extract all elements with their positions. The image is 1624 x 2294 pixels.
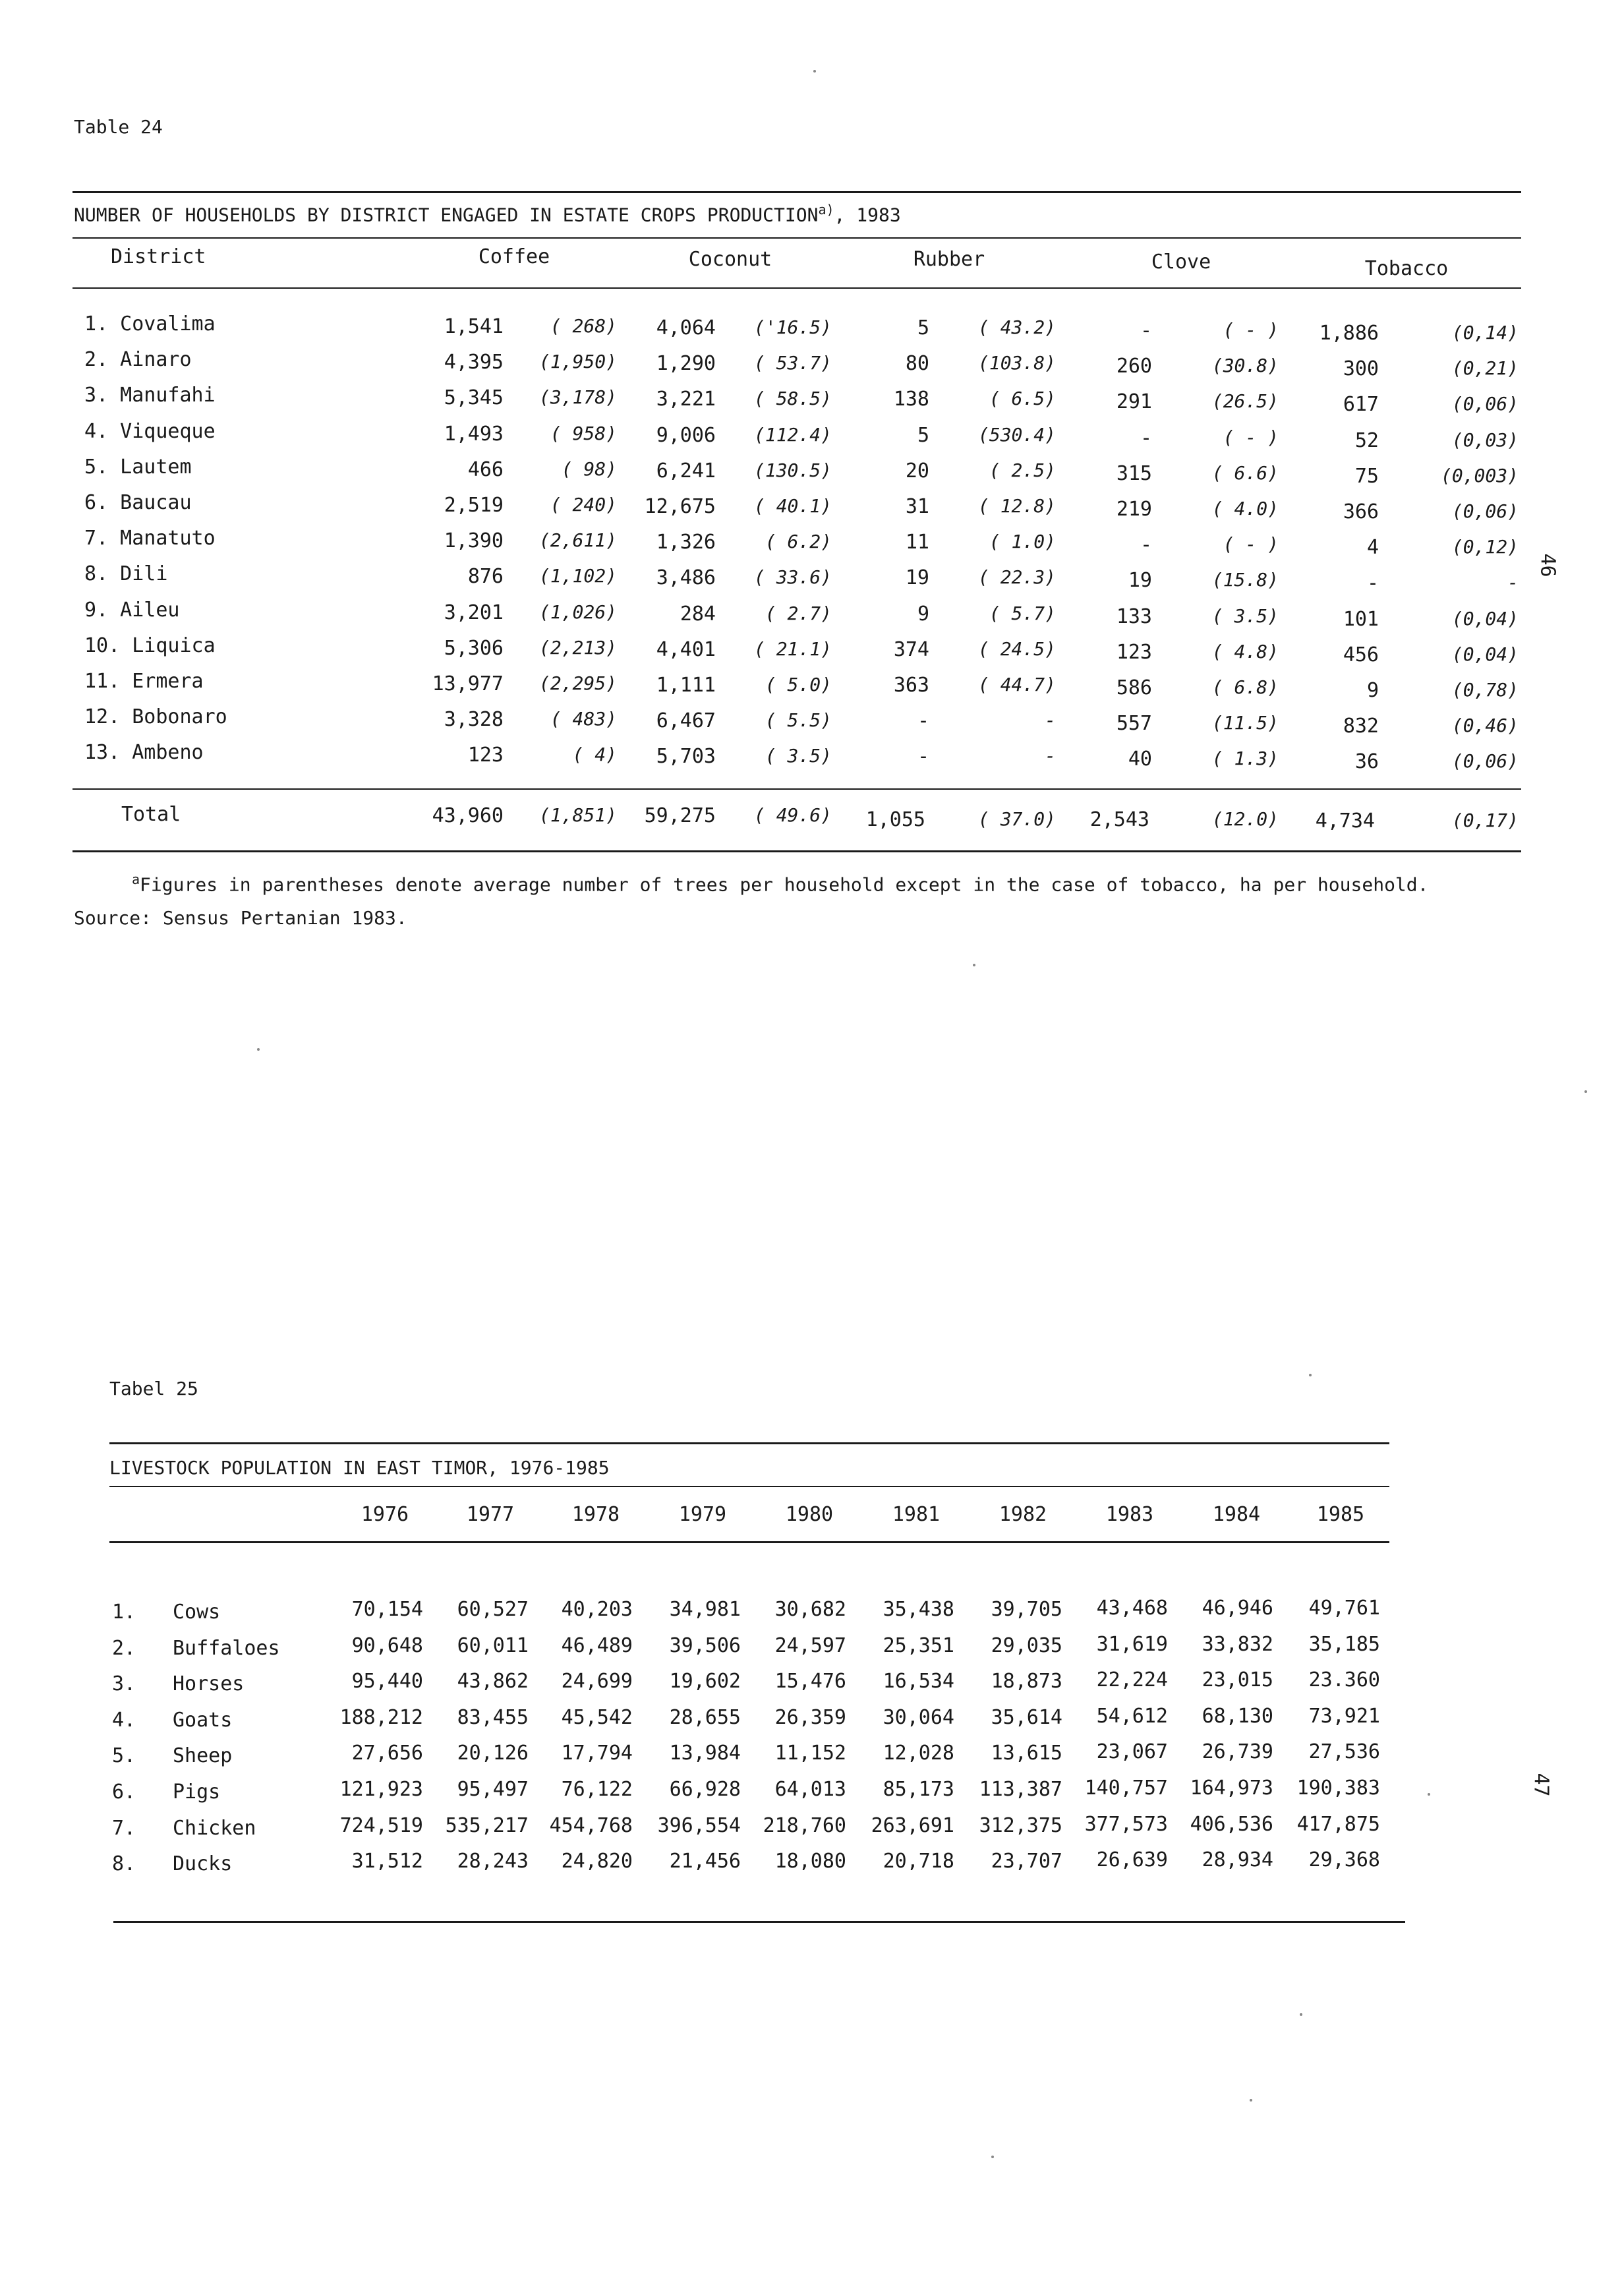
table25-cell-value: 417,875 (1296, 1812, 1380, 1836)
table24-cell-avg: (2,295) (538, 672, 617, 694)
table25-row-index: 5. (112, 1744, 136, 1768)
table24-cell-avg: ( 44.7) (977, 674, 1056, 695)
table24-cell-avg: ( 24.5) (977, 637, 1056, 660)
page-number-46: 46 (1536, 553, 1559, 577)
table24-cell-avg: ( 5.0) (765, 674, 832, 695)
table24-cell-avg: - (1045, 709, 1056, 732)
table24-cell-count: 80 (905, 352, 929, 376)
table24-cell-avg: - (1045, 745, 1056, 767)
table24-cell-avg: ( - ) (1223, 319, 1279, 341)
table25-cell-value: 190,383 (1296, 1777, 1380, 1800)
table24-cell-avg: (0,06) (1451, 750, 1519, 773)
table24-cell-avg: (26.5) (1211, 390, 1279, 413)
table25-cell-value: 34,981 (669, 1598, 741, 1621)
table24-cell-count: 1,326 (656, 531, 716, 554)
table25-cell-value: 54,612 (1096, 1704, 1168, 1728)
table25-cell-value: 43,862 (457, 1670, 529, 1693)
table24-row-district: 9. Aileu (84, 598, 180, 622)
table25-cell-value: 28,934 (1202, 1848, 1273, 1872)
table25-cell-value: 28,655 (669, 1705, 741, 1729)
table24-cell-avg: ( 240) (550, 494, 617, 515)
table25-cell-value: 15,476 (774, 1670, 846, 1693)
table24-title-year: , 1983 (834, 204, 901, 226)
table24-cell-avg: ( 268) (550, 315, 617, 337)
table24-row-district: 5. Lautem (84, 455, 192, 479)
table25-header-year: 1981 (892, 1503, 941, 1526)
table24-cell-avg: ( 58.5) (753, 388, 832, 410)
table25-cell-value: 535,217 (445, 1813, 529, 1837)
table24-cell-avg: ( 2.5) (989, 459, 1056, 481)
table25-cell-value: 27,656 (351, 1742, 423, 1765)
table25-cell-value: 20,718 (883, 1850, 954, 1873)
table25-cell-value: 218,760 (763, 1813, 846, 1837)
table24-cell-avg: - (1507, 572, 1519, 594)
page-number-47: 47 (1529, 1773, 1553, 1797)
scan-speck (991, 2156, 994, 2158)
scan-speck (1428, 1793, 1430, 1796)
table24-cell-avg: ( 5.5) (765, 709, 832, 732)
table25-cell-value: 26,639 (1096, 1848, 1168, 1872)
table24-cell-avg: ( 1.3) (1211, 748, 1279, 770)
table24-cell-avg: ('16.5) (753, 316, 832, 338)
table25-header-year: 1978 (571, 1503, 620, 1526)
table24-source: Source: Sensus Pertanian 1983. (74, 907, 407, 929)
table25-row-animal: Sheep (173, 1744, 233, 1768)
table24-cell-count: 4,395 (444, 351, 504, 374)
table24-cell-count: 20 (905, 459, 929, 483)
table24-cell-count: 1,290 (656, 352, 716, 376)
table25-cell-value: 11,152 (774, 1742, 846, 1765)
table25-cell-value: 45,542 (561, 1705, 633, 1729)
table24-cell-count: 260 (1116, 355, 1152, 378)
table24-cell-avg: (530.4) (977, 423, 1056, 446)
table25-cell-value: 22,224 (1096, 1668, 1168, 1692)
table24-cell-count: 3,486 (656, 566, 716, 590)
table24-rule-header (72, 287, 1521, 289)
table24-cell-avg: ( 483) (550, 708, 617, 730)
table24-total-label: Total (121, 803, 181, 826)
table24-cell-count: 1,390 (444, 529, 504, 553)
table24-cell-avg: (2,611) (538, 529, 617, 552)
table24-cell-count: 36 (1354, 750, 1379, 774)
table24-title-text: NUMBER OF HOUSEHOLDS BY DISTRICT ENGAGED IN ESTATE CROPS PRODUCTION (74, 204, 819, 226)
table24-cell-count: - (1366, 572, 1379, 595)
table25-cell-value: 28,243 (457, 1850, 529, 1873)
table25-cell-value: 46,946 (1202, 1597, 1273, 1620)
table25-row-animal: Buffaloes (173, 1636, 280, 1660)
table25-cell-value: 30,064 (883, 1705, 954, 1729)
table24-cell-avg: ( - ) (1223, 426, 1279, 448)
table25-row-index: 4. (112, 1708, 136, 1732)
table25-header-year: 1983 (1105, 1503, 1154, 1526)
table24-cell-avg: (2,213) (538, 636, 617, 659)
table24-row-district: 8. Dili (84, 562, 168, 586)
table24-cell-count: 456 (1343, 643, 1379, 666)
table24-cell-count: 101 (1343, 607, 1379, 631)
table24-cell-avg: (1,102) (538, 565, 617, 587)
table24-cell-avg: (0,14) (1451, 322, 1519, 343)
table24-cell-avg: (0,21) (1451, 357, 1519, 380)
table24-cell-count: - (917, 745, 929, 769)
table24-total-count: 4,734 (1315, 809, 1375, 833)
table24-cell-count: 3,328 (444, 708, 504, 732)
table25-cell-value: 19,602 (669, 1670, 741, 1693)
table24-cell-avg: ( 53.7) (753, 352, 832, 374)
table25-header-year: 1982 (999, 1503, 1047, 1526)
table24-cell-count: 617 (1343, 393, 1379, 417)
table24-cell-avg: (0,12) (1451, 536, 1519, 558)
table24-header-district: District (111, 245, 206, 268)
table25-cell-value: 18,873 (991, 1670, 1062, 1693)
table24-cell-count: 300 (1343, 357, 1379, 381)
scan-speck (257, 1048, 260, 1051)
table24-total-count: 2,543 (1089, 808, 1149, 831)
table24-row-district: 2. Ainaro (84, 348, 192, 372)
table24-total-count: 43,960 (432, 804, 504, 827)
table25-cell-value: 113,387 (979, 1778, 1062, 1801)
table25-cell-value: 21,456 (669, 1850, 741, 1873)
table24-cell-count: - (917, 709, 929, 733)
table25-cell-value: 17,794 (561, 1742, 633, 1765)
table24-rule-bottom (72, 850, 1521, 852)
table25-row-animal: Chicken (173, 1816, 256, 1840)
table24-cell-count: 9 (917, 602, 929, 626)
table24-total-count: 1,055 (865, 808, 925, 831)
table24-footnote-mark: a (132, 871, 140, 887)
table24-cell-count: 19 (905, 566, 929, 590)
table25-cell-value: 95,497 (457, 1778, 529, 1801)
table24-header-tobacco: Tobacco (1364, 257, 1449, 280)
table25-cell-value: 263,691 (871, 1813, 954, 1837)
table25-cell-value: 25,351 (883, 1633, 954, 1657)
table24-cell-avg: ( 5.7) (989, 602, 1056, 624)
table25-cell-value: 13,615 (991, 1742, 1062, 1765)
table24-total-avg: ( 49.6) (753, 804, 832, 826)
table25-cell-value: 85,173 (883, 1778, 954, 1801)
table24-cell-avg: (130.5) (753, 459, 832, 481)
table24-cell-avg: ( 43.2) (977, 316, 1056, 338)
table24-cell-count: 123 (467, 744, 504, 767)
table25-row-index: 8. (112, 1852, 136, 1876)
table24-cell-avg: (103.8) (977, 352, 1056, 374)
table25-cell-value: 95,440 (351, 1670, 423, 1693)
table24-header-coffee: Coffee (478, 245, 550, 268)
table25-cell-value: 26,739 (1202, 1740, 1273, 1764)
scan-speck (1300, 2013, 1302, 2016)
table24-rule-total-top (72, 788, 1521, 790)
table25-rule-title (109, 1486, 1389, 1487)
table25-cell-value: 164,973 (1190, 1777, 1273, 1800)
table24-cell-count: 1,886 (1319, 322, 1379, 345)
table24-row-district: 13. Ambeno (84, 741, 204, 765)
table25-rule-header (109, 1541, 1389, 1543)
table24-cell-count: - (1140, 319, 1152, 342)
table24-rule-top (72, 191, 1521, 193)
table25-row-animal: Goats (173, 1708, 233, 1732)
scan-speck (1584, 1090, 1587, 1093)
table25-header-year: 1985 (1316, 1503, 1365, 1526)
table24-cell-avg: (15.8) (1211, 569, 1279, 591)
table25-cell-value: 406,536 (1190, 1812, 1273, 1836)
table25-cell-value: 24,699 (561, 1670, 633, 1693)
table24-cell-avg: (0,06) (1451, 393, 1519, 415)
table25-cell-value: 43,468 (1096, 1597, 1168, 1620)
table25-cell-value: 39,705 (991, 1598, 1062, 1621)
table24-cell-count: 3,201 (444, 601, 504, 624)
table24-total-avg: (1,851) (538, 804, 617, 826)
table24-cell-count: 52 (1354, 428, 1379, 452)
table24-footnote-text: Figures in parentheses denote average number of trees per household except in the case of tobacco, ha per household. (140, 873, 1429, 896)
table25-cell-value: 49,761 (1308, 1597, 1380, 1620)
table24-cell-count: 284 (680, 602, 716, 626)
table25-row-index: 7. (112, 1816, 136, 1840)
table25-cell-value: 60,011 (457, 1633, 529, 1657)
table25-cell-value: 23,067 (1096, 1740, 1168, 1764)
table25-cell-value: 90,648 (351, 1633, 423, 1657)
table24-header-rubber: Rubber (913, 248, 985, 271)
table24-cell-count: 3,221 (656, 388, 716, 411)
table25-cell-value: 312,375 (979, 1813, 1062, 1837)
table25-cell-value: 46,489 (561, 1633, 633, 1657)
table24-rule-title (72, 237, 1521, 239)
table24-cell-avg: ( 4.0) (1211, 498, 1279, 519)
table25-row-index: 3. (112, 1672, 136, 1696)
table25-cell-value: 27,536 (1308, 1740, 1380, 1764)
table24-cell-count: 4 (1366, 536, 1379, 560)
table24-cell-count: 832 (1343, 715, 1379, 738)
table24-cell-count: 6,241 (656, 459, 716, 483)
table25-cell-value: 23,015 (1202, 1668, 1273, 1692)
table24-cell-avg: ( 958) (550, 422, 617, 444)
table25-cell-value: 33,832 (1202, 1632, 1273, 1656)
scan-speck (1250, 2099, 1252, 2102)
table24-cell-count: 5,703 (656, 745, 716, 769)
table24-row-district: 3. Manufahi (84, 384, 216, 407)
table24-cell-avg: (0,06) (1451, 500, 1519, 522)
table24-cell-count: 6,467 (656, 709, 716, 733)
table24-cell-avg: ( - ) (1223, 533, 1279, 556)
table24-cell-count: 315 (1116, 461, 1152, 485)
table24-cell-count: 5 (917, 423, 929, 447)
table24-cell-avg: ( 6.6) (1211, 461, 1279, 484)
table25-cell-value: 13,984 (669, 1742, 741, 1765)
table24-cell-avg: (0,003) (1440, 464, 1519, 486)
table25-cell-value: 31,619 (1096, 1632, 1168, 1656)
table24-cell-avg: ( 33.6) (753, 566, 832, 589)
scan-speck (973, 964, 975, 966)
table25-header-year: 1979 (678, 1503, 727, 1526)
table24-cell-avg: ( 6.2) (765, 531, 832, 553)
table24-cell-count: 876 (467, 565, 504, 589)
table25-cell-value: 35,438 (883, 1598, 954, 1621)
table24-cell-avg: (1,950) (538, 351, 617, 373)
table24-cell-count: 13,977 (432, 672, 504, 695)
table24-cell-avg: ( 4) (572, 744, 617, 766)
table24-cell-avg: ( 21.1) (753, 637, 832, 660)
table25-cell-value: 454,768 (549, 1813, 633, 1837)
table24-cell-count: - (1140, 533, 1152, 557)
table24-header-clove: Clove (1151, 250, 1211, 274)
table24-cell-count: 138 (893, 388, 929, 411)
table24-cell-count: 11 (905, 531, 929, 554)
table24-cell-count: 557 (1116, 712, 1152, 736)
table25-cell-value: 16,534 (883, 1670, 954, 1693)
table24-cell-count: 9 (1366, 679, 1379, 702)
table24-cell-avg: ( 3.5) (765, 745, 832, 767)
table24-row-district: 10. Liquica (84, 633, 216, 657)
table24-cell-count: 291 (1116, 390, 1152, 414)
table25-cell-value: 70,154 (351, 1598, 423, 1621)
table25-cell-value: 30,682 (774, 1598, 846, 1621)
table24-cell-count: 2,519 (444, 494, 504, 517)
table25-cell-value: 396,554 (657, 1813, 741, 1837)
table24-cell-avg: ( 12.8) (977, 495, 1056, 517)
table25-cell-value: 188,212 (339, 1705, 423, 1729)
table24-cell-count: 586 (1116, 676, 1152, 699)
table25-cell-value: 35,185 (1308, 1632, 1380, 1656)
table25-header-year: 1984 (1212, 1503, 1261, 1526)
table24-cell-avg: (0,04) (1451, 643, 1519, 665)
table25-cell-value: 39,506 (669, 1633, 741, 1657)
table24-cell-count: 366 (1343, 500, 1379, 523)
table25-title: LIVESTOCK POPULATION IN EAST TIMOR, 1976-1985 (109, 1457, 610, 1479)
table25-header-year: 1980 (785, 1503, 834, 1526)
table24-total-avg: (12.0) (1211, 808, 1279, 830)
table24-row-district: 4. Viqueque (84, 419, 216, 443)
table24-row-district: 6. Baucau (84, 491, 192, 514)
table25-cell-value: 35,614 (991, 1705, 1062, 1729)
table24-cell-count: 4,401 (656, 637, 716, 661)
table25-cell-value: 40,203 (561, 1598, 633, 1621)
table24-cell-count: 374 (893, 637, 929, 661)
table24-cell-avg: ( 2.7) (765, 602, 832, 624)
table24-cell-count: 9,006 (656, 423, 716, 447)
table25-cell-value: 68,130 (1202, 1704, 1273, 1728)
table25-cell-value: 23.360 (1308, 1668, 1380, 1692)
table24-cell-avg: (0,04) (1451, 607, 1519, 630)
table25-cell-value: 83,455 (457, 1705, 529, 1729)
table24-cell-avg: (11.5) (1211, 712, 1279, 734)
table24-row-district: 12. Bobonaro (84, 705, 227, 729)
table24-total-avg: ( 37.0) (977, 808, 1056, 830)
table25-cell-value: 29,368 (1308, 1848, 1380, 1872)
table25-cell-value: 121,923 (339, 1778, 423, 1801)
table24-cell-count: 5,306 (444, 636, 504, 660)
table25-row-animal: Horses (173, 1672, 245, 1696)
table25-row-index: 2. (112, 1636, 136, 1660)
table24-row-district: 7. Manatuto (84, 527, 216, 550)
table24-header-coconut: Coconut (688, 248, 772, 271)
table24-cell-count: 1,541 (444, 315, 504, 338)
table24-cell-avg: ( 4.8) (1211, 640, 1279, 662)
table24-cell-count: 1,493 (444, 422, 504, 446)
table24-cell-avg: ( 98) (561, 457, 617, 480)
table24-cell-count: 5 (917, 316, 929, 339)
table25-row-animal: Ducks (173, 1852, 233, 1876)
table24-total-count: 59,275 (644, 804, 716, 827)
table25-header-year: 1977 (466, 1503, 515, 1526)
table25-row-animal: Cows (173, 1601, 221, 1624)
table25-cell-value: 20,126 (457, 1742, 529, 1765)
table24-cell-count: 12,675 (644, 495, 716, 518)
table24-cell-count: 5,345 (444, 386, 504, 410)
table24-cell-avg: (0,46) (1451, 715, 1519, 737)
table24-cell-count: 31 (905, 495, 929, 518)
table25-cell-value: 23,707 (991, 1850, 1062, 1873)
table24-cell-avg: (112.4) (753, 423, 832, 446)
table25-cell-value: 24,597 (774, 1633, 846, 1657)
table24-title (74, 202, 901, 225)
scan-speck (813, 70, 816, 73)
table24-cell-avg: ( 6.8) (1211, 676, 1279, 698)
table24-cell-avg: (30.8) (1211, 355, 1279, 377)
table25-cell-value: 66,928 (669, 1778, 741, 1801)
table25-cell-value: 73,921 (1308, 1704, 1380, 1728)
table24-row-district: 11. Ermera (84, 670, 204, 693)
table24-cell-avg: ( 1.0) (989, 531, 1056, 553)
table25-rule-top (109, 1442, 1389, 1444)
table25-cell-value: 12,028 (883, 1742, 954, 1765)
table25-row-animal: Pigs (173, 1780, 221, 1804)
table24-cell-count: 40 (1128, 748, 1152, 771)
table24-total-avg: (0,17) (1451, 809, 1519, 831)
table24-cell-avg: ( 22.3) (977, 566, 1056, 589)
table25-cell-value: 140,757 (1084, 1777, 1168, 1800)
table24-cell-count: - (1140, 426, 1152, 450)
table24-cell-count: 466 (467, 457, 504, 481)
table24-cell-count: 363 (893, 674, 929, 697)
table24-cell-avg: (0,03) (1451, 428, 1519, 451)
table24-cell-count: 75 (1354, 464, 1379, 488)
table25-cell-value: 24,820 (561, 1850, 633, 1873)
table25-row-index: 1. (112, 1601, 136, 1624)
table24-cell-avg: ( 3.5) (1211, 604, 1279, 627)
table25-cell-value: 31,512 (351, 1850, 423, 1873)
table25-cell-value: 18,080 (774, 1850, 846, 1873)
table24-cell-avg: (3,178) (538, 386, 617, 409)
table25-header-year: 1976 (361, 1503, 409, 1526)
table25-cell-value: 724,519 (339, 1813, 423, 1837)
table24-cell-avg: ( 6.5) (989, 388, 1056, 410)
table24-cell-count: 19 (1128, 569, 1152, 593)
table24-footnote (132, 871, 1429, 895)
table25-cell-value: 26,359 (774, 1705, 846, 1729)
table24-label: Table 24 (74, 116, 163, 138)
table24-cell-avg: (0,78) (1451, 679, 1519, 701)
table25-cell-value: 29,035 (991, 1633, 1062, 1657)
table24-cell-count: 133 (1116, 604, 1152, 628)
table24-cell-avg: ( 40.1) (753, 495, 832, 517)
scan-speck (1309, 1374, 1312, 1376)
table25-cell-value: 76,122 (561, 1778, 633, 1801)
table24-title-sup: a) (818, 202, 834, 218)
table24-cell-count: 4,064 (656, 316, 716, 339)
table24-cell-count: 1,111 (656, 674, 716, 697)
table25-rule-bottom (113, 1921, 1405, 1923)
table25-cell-value: 377,573 (1084, 1812, 1168, 1836)
table25-row-index: 6. (112, 1780, 136, 1804)
table25-label: Tabel 25 (109, 1378, 198, 1399)
table24-cell-avg: (1,026) (538, 601, 617, 623)
table25-cell-value: 64,013 (774, 1778, 846, 1801)
table24-cell-count: 219 (1116, 498, 1152, 521)
table25-cell-value: 60,527 (457, 1598, 529, 1621)
table24-cell-count: 123 (1116, 640, 1152, 664)
table24-row-district: 1. Covalima (84, 312, 216, 336)
